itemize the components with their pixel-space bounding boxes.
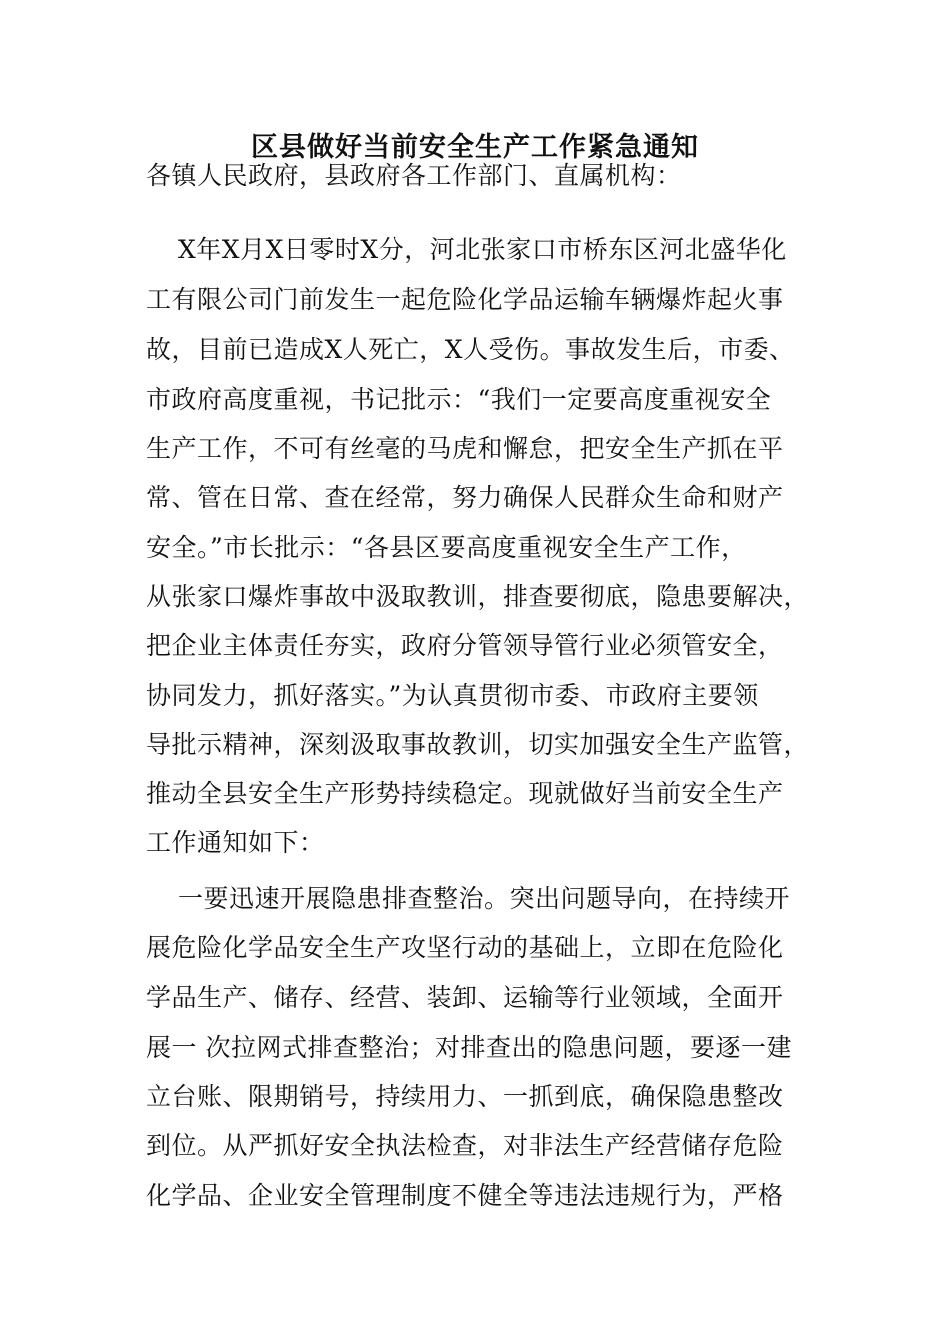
paragraph-line: 展一 次拉网式排查整治；对排查出的隐患问题，要逐一建 (146, 1033, 792, 1062)
paragraph-line: 把企业主体责任夯实，政府分管领导管行业必须管安全， (146, 631, 784, 660)
paragraph-line: 一要迅速开展隐患排查整治。突出问题导向，在持续开 (178, 884, 791, 913)
paragraph-line: 到位。从严抓好安全执法检查，对非法生产经营储存危险 (146, 1131, 784, 1160)
paragraph-line: 工作通知如下： (146, 828, 325, 857)
paragraph-line: 展危险化学品安全生产攻坚行动的基础上，立即在危险化 (146, 933, 784, 962)
paragraph-line: 故，目前已造成X人死亡，X人受伤。事故发生后，市委、 (146, 335, 795, 364)
paragraph-line: 协同发力，抓好落实。”为认真贯彻市委、市政府主要领 (146, 681, 759, 710)
paragraph-line: 导批示精神，深刻汲取事故教训，切实加强安全生产监管， (146, 730, 810, 759)
paragraph-line: 从张家口爆炸事故中汲取教训，排查要彻底，隐患要解决， (146, 582, 810, 611)
paragraph-line: 化学品、企业安全管理制度不健全等违法违规行为，严格 (146, 1181, 784, 1210)
paragraph-line: 推动全县安全生产形势持续稳定。现就做好当前安全生产 (146, 779, 784, 808)
paragraph-line: 常、管在日常、查在经常，努力确保人民群众生命和财产 (146, 483, 784, 512)
document-title: 区县做好当前安全生产工作紧急通知 (251, 132, 699, 163)
paragraph-line: 安全。”市长批示：“各县区要高度重视安全生产工作， (146, 533, 747, 562)
paragraph-line: 学品生产、储存、经营、装卸、运输等行业领域，全面开 (146, 983, 784, 1012)
salutation: 各镇人民政府，县政府各工作部门、直属机构： (146, 161, 682, 190)
paragraph-line: 市政府高度重视，书记批示：“我们一定要高度重视安全 (146, 385, 772, 414)
paragraph-line: 立台账、限期销号，持续用力、一抓到底，确保隐患整改 (146, 1082, 784, 1111)
paragraph-line: 工有限公司门前发生一起危险化学品运输车辆爆炸起火事 (146, 285, 784, 314)
paragraph-line: 生产工作，不可有丝毫的马虎和懈怠，把安全生产抓在平 (146, 434, 784, 463)
paragraph-line: X年X月X日零时X分，河北张家口市桥东区河北盛华化 (178, 235, 787, 264)
